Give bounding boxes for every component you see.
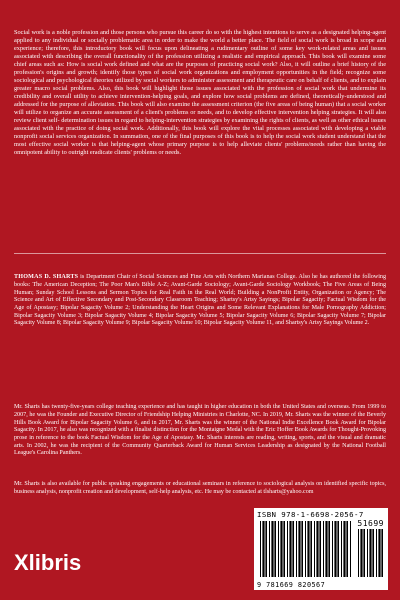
barcode-bar (260, 521, 261, 577)
author-experience-paragraph: Mr. Sharts has twenty-five-years college teaching experience and has taught in higher education in both the United States and overseas. From 1999 to 2007, he was the Founder and Executive Director of Friendship Helping Ministries in Charlotte, NC. In 2019, Mr. Sharts was the winner of the Beverly Hills Book Award for Bipolar Sagacity Volume 6, and in 2017, Mr. Sharts was the winner of the National Indie Excellence Book Award for Bipolar Sagacity. In 2017, he also was recognized with a finalist distinction for the Montaigne Medal with the Eric Hoffer Book Awards for Thought-Provoking prose in reference to the book Factual Wisdom for the Age of Apostasy. Mr. Sharts interests are reading, writing, sports, and the visual and dramatic arts. In 2002, he was the recipient of the Community Quarterback Award for Human Services Leadership as designated by the National Football League's Carolina Panthers. (14, 404, 386, 457)
barcode-bar (310, 521, 312, 577)
barcode-bar (328, 521, 330, 577)
price-barcode (356, 529, 386, 577)
barcode-bar (369, 529, 371, 577)
isbn-number: ISBN 978-1-6698-2056-7 (257, 510, 364, 519)
author-bio-paragraph (14, 274, 386, 328)
barcode-bar (325, 521, 327, 577)
barcode-bar (341, 521, 342, 577)
price-code: 51699 (357, 519, 384, 528)
barcode-bar (307, 521, 309, 577)
barcode-bar (296, 521, 297, 577)
barcode-bar (367, 529, 368, 577)
barcode-bar (319, 521, 321, 577)
barcode-bar (360, 529, 362, 577)
author-contact-paragraph: Mr. Sharts is also available for public speaking engagements or educational seminars in reference to sociological analysis on identified specific topics, business analysis, nonprofit creation and development, self-help analysis, etc. He may be contacted at tlsharts@yahoo.com (14, 481, 386, 495)
barcode-bar (363, 529, 365, 577)
section-divider (14, 253, 386, 254)
barcode-bar (269, 521, 270, 577)
barcode-bar (298, 521, 300, 577)
barcode-bar (265, 521, 267, 577)
barcode-bar (278, 521, 279, 577)
barcode-bar (358, 529, 359, 577)
barcode-bar (372, 529, 374, 577)
barcode-bar (292, 521, 294, 577)
ean-digits: 9 781669 820567 (257, 581, 326, 589)
barcode-bar (283, 521, 285, 577)
barcode-bar (343, 521, 345, 577)
ean-barcode (258, 521, 354, 577)
barcode-bar (346, 521, 348, 577)
barcode-bar (305, 521, 306, 577)
author-bio-text: is Department Chair of Social Sciences and Fine Arts with Northern Marianas College. Also he has authored the following books: The American Deception; The Poor Man's Bible A-Z; Avant-Garde Sociology; Avant-Garde Sociology Workbook; The Five Areas of Being Human; Sunday School Lessons and Sermon Topics for Real Faith in the Real World; Building a NonProfit Entity, Organization or Agency; The Science and Art of Effective Secondary and Post-Secondary Classroom Teaching; Shartsy's Artsy Sayings; Bipolar Sagacity; Factual Wisdom for the Age of Apostasy; Bipolar Sagacity Volume 2; Understanding the Heart Origins and Some Relevant Explanations for Male Pornography Addiction; Bipolar Sagacity Volume 3; Bipolar Sagacity Volume 4; Bipolar Sagacity Volume 5; Bipolar Sagacity Volume 6; Bipolar Sagacity Volume 7; Bipolar Sagacity Volume 8; Bipolar Sagacity Volume 9; Bipolar Sagacity Volume 10; Bipolar Sagacity Volume 11, and Shartsy's Artsy Sayings Volume 2. (14, 274, 386, 327)
barcode-bar (332, 521, 333, 577)
barcode-bar (274, 521, 276, 577)
barcode-bar (378, 529, 380, 577)
barcode-bar (316, 521, 318, 577)
barcode-bar (271, 521, 273, 577)
barcode-bar (289, 521, 291, 577)
barcode-bar (337, 521, 339, 577)
author-name: THOMAS D. SHARTS (14, 274, 79, 281)
barcode-bar (314, 521, 315, 577)
barcode-bar (323, 521, 324, 577)
barcode-bar (262, 521, 264, 577)
publisher-logo: Xlibris (14, 550, 82, 575)
barcode-box (254, 508, 388, 590)
barcode-bar (350, 521, 351, 577)
barcode-bar (287, 521, 288, 577)
book-description: Social work is a noble profession and those persons who pursue this career do so with the highest intentions to serve as a designated helping-agent applied to any individual or socially problematic area in order to make the world a better place. The field of social work is broad in scope and experience; therefore, this introductory book will focus upon delineating a rudimentary outline of some key work-related areas and issues associated with describing the overall functionality of the profession utilizing a realistic and empirical approach. This book will examine some chief areas such as: How is social work defined and what are the purposes of practicing social work? Also, it will outline a brief history of the profession's origins and growth; identify those types of social work organizations and employment opportunities in the field; recognize some sociological and psychological theories utilized by social workers to administer assessment and therapeutic care on behalf of clients, and to explain greater macro social problems. Also, this book will highlight those issues associated with the profession of social work that undermine its credibility and overall utility to achieve intervention-helping goals, and explore how social problems are defined, theoretically-understood and addressed for the purpose of alleviation. This book will also examine the assessment criterion (the five areas of being human) that a social worker will utilize to organize an accurate assessment of a client's problems or needs, and to develop effective intervention helping strategies. It will also review client self- determination issues in regard to helping-intervention strategies by examining the rights of clients, as well as other ethical issues associated with the practice of doing social work. Additionally, this book will explore the vital processes associated with developing a viable nonprofit social services organization. In summation, one of the final purposes of this book is to help the social work student understand that the most effective social worker is that helping-agent whose primary purpose is to help alleviate clients' problems/needs rather than having the omnipotent ability to outright eradicate clients' problems or needs. (14, 29, 386, 156)
barcode-bar (280, 521, 282, 577)
barcode-bar (334, 521, 336, 577)
barcode-bar (381, 529, 383, 577)
barcode-bar (376, 529, 377, 577)
barcode-bar (301, 521, 303, 577)
